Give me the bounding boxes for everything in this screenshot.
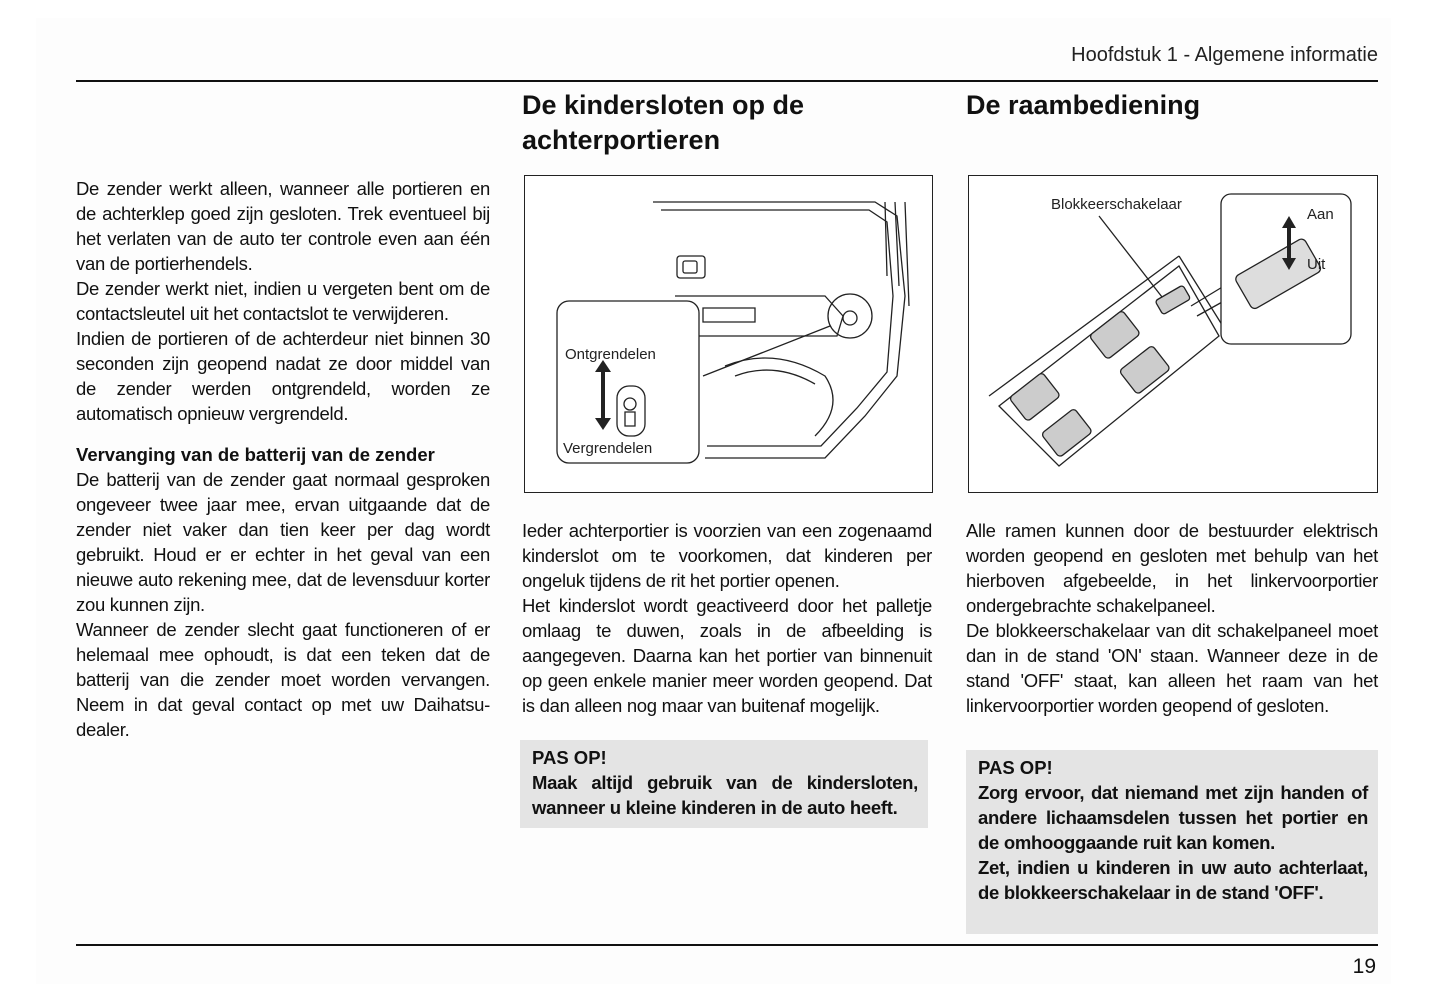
label-off: Uit xyxy=(1307,256,1326,273)
label-unlock: Ontgrendelen xyxy=(565,346,656,363)
warning-text: Zorg ervoor, dat niemand met zijn handen of andere lichaamsdelen tussen het portier en de omhooggaande ruit kan komen. xyxy=(978,782,1368,853)
paragraph: De zender werkt niet, indien u vergeten bent om de contactsleutel uit het contactslot te verwijderen. xyxy=(76,278,490,324)
page-number: 19 xyxy=(1352,955,1376,978)
column-middle xyxy=(522,88,934,158)
section-heading: De kindersloten op de achterportieren xyxy=(522,90,805,155)
warning-box-child-lock xyxy=(520,740,928,828)
warning-title: PAS OP! xyxy=(978,757,1053,778)
column-left xyxy=(76,176,490,742)
paragraph: De batterij van de zender gaat normaal gesproken ongeveer twee jaar mee, ervan uitgaande dat de zender niet vaker dan tien keer per dag wordt gebruikt. Houd er er echter in het geval van een nieuwe auto rekening mee, dat de levensduur korter zou kunnen zijn. xyxy=(76,469,490,615)
running-header: Hoofdstuk 1 - Algemene informatie xyxy=(1071,44,1378,66)
warning-box-windows xyxy=(966,750,1378,934)
child-lock-illustration xyxy=(524,175,933,493)
paragraph: Het kinderslot wordt geactiveerd door het palletje omlaag te duwen, zoals in de afbeelding is aangegeven. Daarna kan het portier van binnenuit op geen enkele manier meer worden geopend. Dat is dan alleen nog maar van buitenaf mogelijk. xyxy=(522,595,932,716)
label-lock-switch: Blokkeerschakelaar xyxy=(1051,196,1182,213)
footer-rule xyxy=(76,944,1378,946)
window-switch-illustration xyxy=(968,175,1378,493)
paragraph: De zender werkt alleen, wanneer alle portieren en de achterklep goed zijn gesloten. Trek eventueel bij het verlaten van de auto ter controle even aan één van de portierhendels. xyxy=(76,178,490,274)
header-rule xyxy=(76,80,1378,82)
paragraph: De blokkeerschakelaar van dit schakelpaneel moet dan in de stand 'ON' staan. Wanneer deze in de stand 'OFF' staat, kan alleen het raam van het linkervoorportier worden geopend of gesloten. xyxy=(966,620,1378,716)
paragraph: Wanneer de zender slecht gaat functioneren of er helemaal mee ophoudt, is dat een teken dat de batterij van die zender moet worden vervangen. Neem in dat geval contact op met uw Daihatsu-dealer. xyxy=(76,619,490,740)
paragraph: Indien de portieren of de achterdeur niet binnen 30 seconden zijn geopend nadat ze door middel van de zender werden ontgrendeld, worden ze automatisch opnieuw vergrendeld. xyxy=(76,328,490,424)
paragraph: Ieder achterportier is voorzien van een zogenaamd kinderslot om te voorkomen, dat kinderen per ongeluk tijdens de rit het portier openen. xyxy=(522,520,932,591)
label-on: Aan xyxy=(1307,206,1334,223)
section-heading: De raambediening xyxy=(966,90,1201,120)
window-control-text xyxy=(966,518,1378,718)
switch-panel-drawing xyxy=(969,176,1377,492)
warning-text: Zet, indien u kinderen in uw auto achterlaat, de blokkeerschakelaar in de stand 'OFF'. xyxy=(978,857,1368,903)
label-lock: Vergrendelen xyxy=(563,440,653,457)
paragraph: Alle ramen kunnen door de bestuurder elektrisch worden geopend en gesloten met behulp van het hierboven afgebeelde, in het linkervoorportier ondergebrachte schakelpaneel. xyxy=(966,520,1378,616)
section-subheading: Vervanging van de batterij van de zender xyxy=(76,444,435,465)
child-lock-text xyxy=(522,518,932,718)
warning-text: Maak altijd gebruik van de kindersloten, wanneer u kleine kinderen in de auto heeft. xyxy=(532,772,918,818)
warning-title: PAS OP! xyxy=(532,747,607,768)
column-right xyxy=(966,88,1378,123)
